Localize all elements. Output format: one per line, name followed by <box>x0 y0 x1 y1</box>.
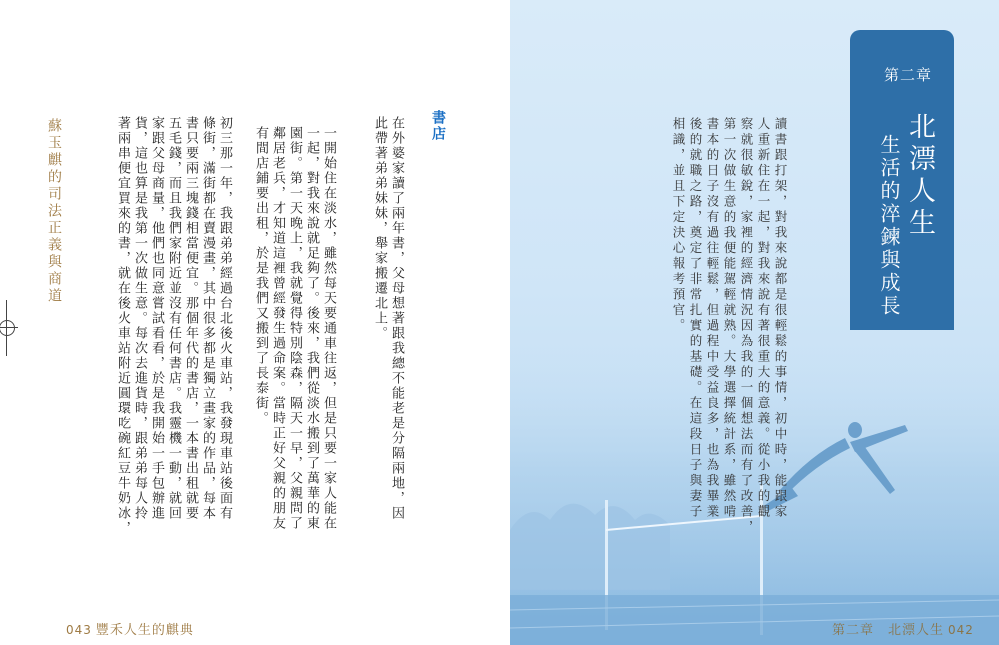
paragraph-line: 初三那一年，我跟弟弟經過台北後火車站，我發現車站後面有 <box>217 116 232 521</box>
paragraph-line: 貨，這也算是我第一次做生意。每次去進貨時，跟弟弟每人拎 <box>132 116 147 521</box>
paragraph-line: 著兩串便宜買來的書，就在後火車站附近圓環吃碗紅豆牛奶冰， <box>115 116 130 536</box>
left-folio <box>66 619 194 638</box>
book-side-title: 蘇玉麒的司法正義與商道 <box>46 118 62 305</box>
right-folio <box>832 619 974 638</box>
paragraph-line: 在外婆家讀了兩年書，父母想著跟我總不能老是分隔兩地，因 <box>389 116 404 521</box>
folio-chapter: 第二章 北漂人生 <box>832 623 945 638</box>
intro-line: 讀書跟打架，對我來說都是很輕鬆的事情，初中時，能跟家 <box>773 117 788 520</box>
paragraph-line: 園街。第一天晚上，我就覺得特別陰森，隔天一早，父親問了 <box>287 126 302 531</box>
crop-mark-circle <box>0 320 15 336</box>
chapter-subtitle: 生活的淬鍊與成長 <box>877 134 901 318</box>
paragraph-line: 五毛錢，而且我們家附近並沒有任何書店。我靈機一動，就回 <box>166 116 181 521</box>
paragraph-line: 有間店鋪要出租，於是我們又搬到了長泰街。 <box>253 126 268 426</box>
right-page <box>510 0 999 645</box>
paragraph-line: 一起，對我來說就足夠了。後來，我們從淡水搬到了萬華的東 <box>304 126 319 531</box>
page-number: 043 <box>66 623 92 637</box>
intro-line: 第一次做生意的我便能駕輕就熟。大學選擇統計系，雖然啃 <box>722 117 737 520</box>
intro-line: 人重新住在一起，對我來說有著很重大的意義。從小我的觀 <box>756 117 771 520</box>
intro-line: 察就很敏銳，家裡的經濟情況因為我的一個想法而有了改善， <box>739 117 754 536</box>
chapter-intro <box>670 117 789 536</box>
paragraph-3 <box>114 116 233 536</box>
paragraph-line: 鄰居老兵，才知道這裡曾經發生過命案。當時正好父親的朋友 <box>270 126 285 531</box>
intro-line: 書本的日子沒有過往輕鬆，但過程中受益良多，也為我畢業 <box>705 117 720 520</box>
intro-line: 後的就職之路，奠定了非常扎實的基礎。在這段日子與妻子 <box>688 117 703 520</box>
paragraph-line: 此帶著弟弟妹妹，舉家搬遷北上。 <box>372 116 387 341</box>
chapter-title: 北漂人生 <box>904 112 935 240</box>
paragraph-2 <box>252 126 337 531</box>
chapter-label: 第二章 <box>884 66 933 84</box>
section-heading: 書店 <box>430 110 446 142</box>
paragraph-1 <box>371 116 405 521</box>
folio-title: 豐禾人生的麒典 <box>95 623 194 638</box>
paragraph-line: 家跟父母商量，他們也同意嘗試看看，於是我開始一手包辦進 <box>149 116 164 521</box>
intro-line: 相識，並且下定決心報考預官。 <box>671 117 686 334</box>
paragraph-line: 書只要兩三塊錢相當便宜。那個年代的書店，一本書出租就要 <box>183 116 198 521</box>
paragraph-line: 一開始住在淡水，雖然每天要通車往返，但是只要一家人能在 <box>321 126 336 531</box>
page-number: 042 <box>948 623 974 637</box>
paragraph-line: 條街，滿街都在賣漫畫，其中很多都是獨立畫家的作品，每本 <box>200 116 215 521</box>
